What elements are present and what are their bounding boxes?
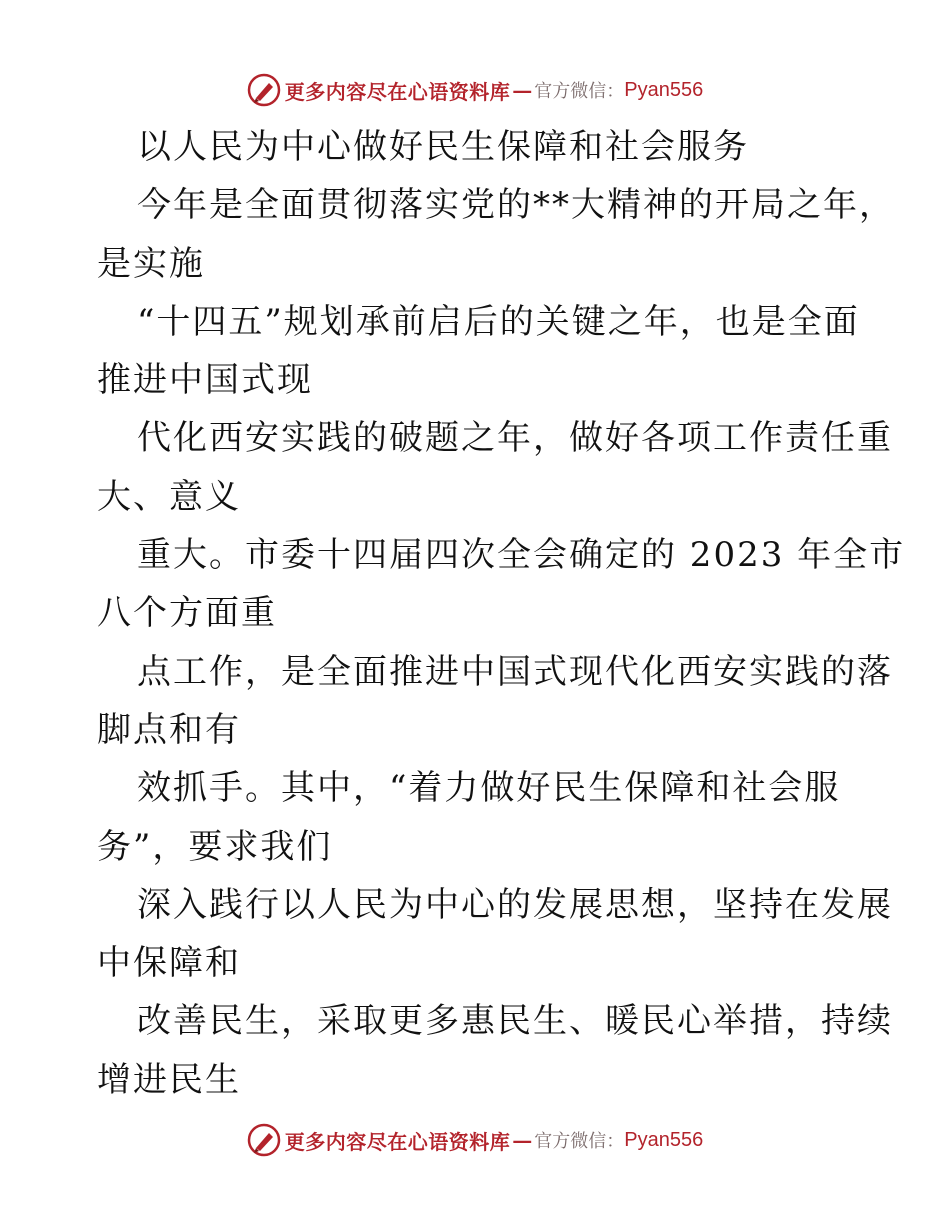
text-line: 增进民生 xyxy=(97,1059,241,1100)
text-line: 点工作，是全面推进中国式现代化西安实践的落 xyxy=(137,651,893,692)
text-line: 中保障和 xyxy=(97,943,241,984)
text-line: 大、意义 xyxy=(97,476,241,517)
text-line: 脚点和有 xyxy=(97,709,241,750)
banner-wechat-label: 官方微信： xyxy=(534,81,625,102)
text-line: 效抓手。其中，“着力做好民生保障和社会服 xyxy=(137,768,841,809)
text-line: 八个方面重 xyxy=(97,593,277,634)
banner-wechat-id: Pyan556 xyxy=(624,1128,704,1151)
text-line: 是实施 xyxy=(97,243,205,284)
banner-wechat-id: Pyan556 xyxy=(624,78,704,101)
text-line: 推进中国式现 xyxy=(97,360,313,401)
text-line: 改善民生，采取更多惠民生、暖民心举措，持续 xyxy=(137,1001,893,1042)
pen-logo-icon xyxy=(247,1123,281,1157)
footer-banner xyxy=(0,1120,950,1160)
document-body xyxy=(97,118,906,1109)
banner-dash: — xyxy=(512,78,533,102)
text-line: 务”，要求我们 xyxy=(97,826,333,867)
text-line: 今年是全面贯彻落实党的**大精神的开局之年， xyxy=(137,185,895,226)
banner-title: 更多内容尽在心语资料库 xyxy=(284,1129,511,1154)
pen-logo-icon xyxy=(247,73,281,107)
banner-dash: — xyxy=(512,1128,533,1152)
banner-title: 更多内容尽在心语资料库 xyxy=(284,79,511,104)
text-line: 重大。市委十四届四次全会确定的 2023 年全市 xyxy=(137,535,906,576)
text-line: 以人民为中心做好民生保障和社会服务 xyxy=(137,127,749,167)
text-line: 代化西安实践的破题之年，做好各项工作责任重 xyxy=(137,418,893,459)
header-banner xyxy=(0,70,950,110)
banner-wechat-label: 官方微信： xyxy=(534,1131,625,1152)
text-line: “十四五”规划承前启后的关键之年，也是全面 xyxy=(137,301,860,342)
text-line: 深入践行以人民为中心的发展思想，坚持在发展 xyxy=(137,884,893,925)
